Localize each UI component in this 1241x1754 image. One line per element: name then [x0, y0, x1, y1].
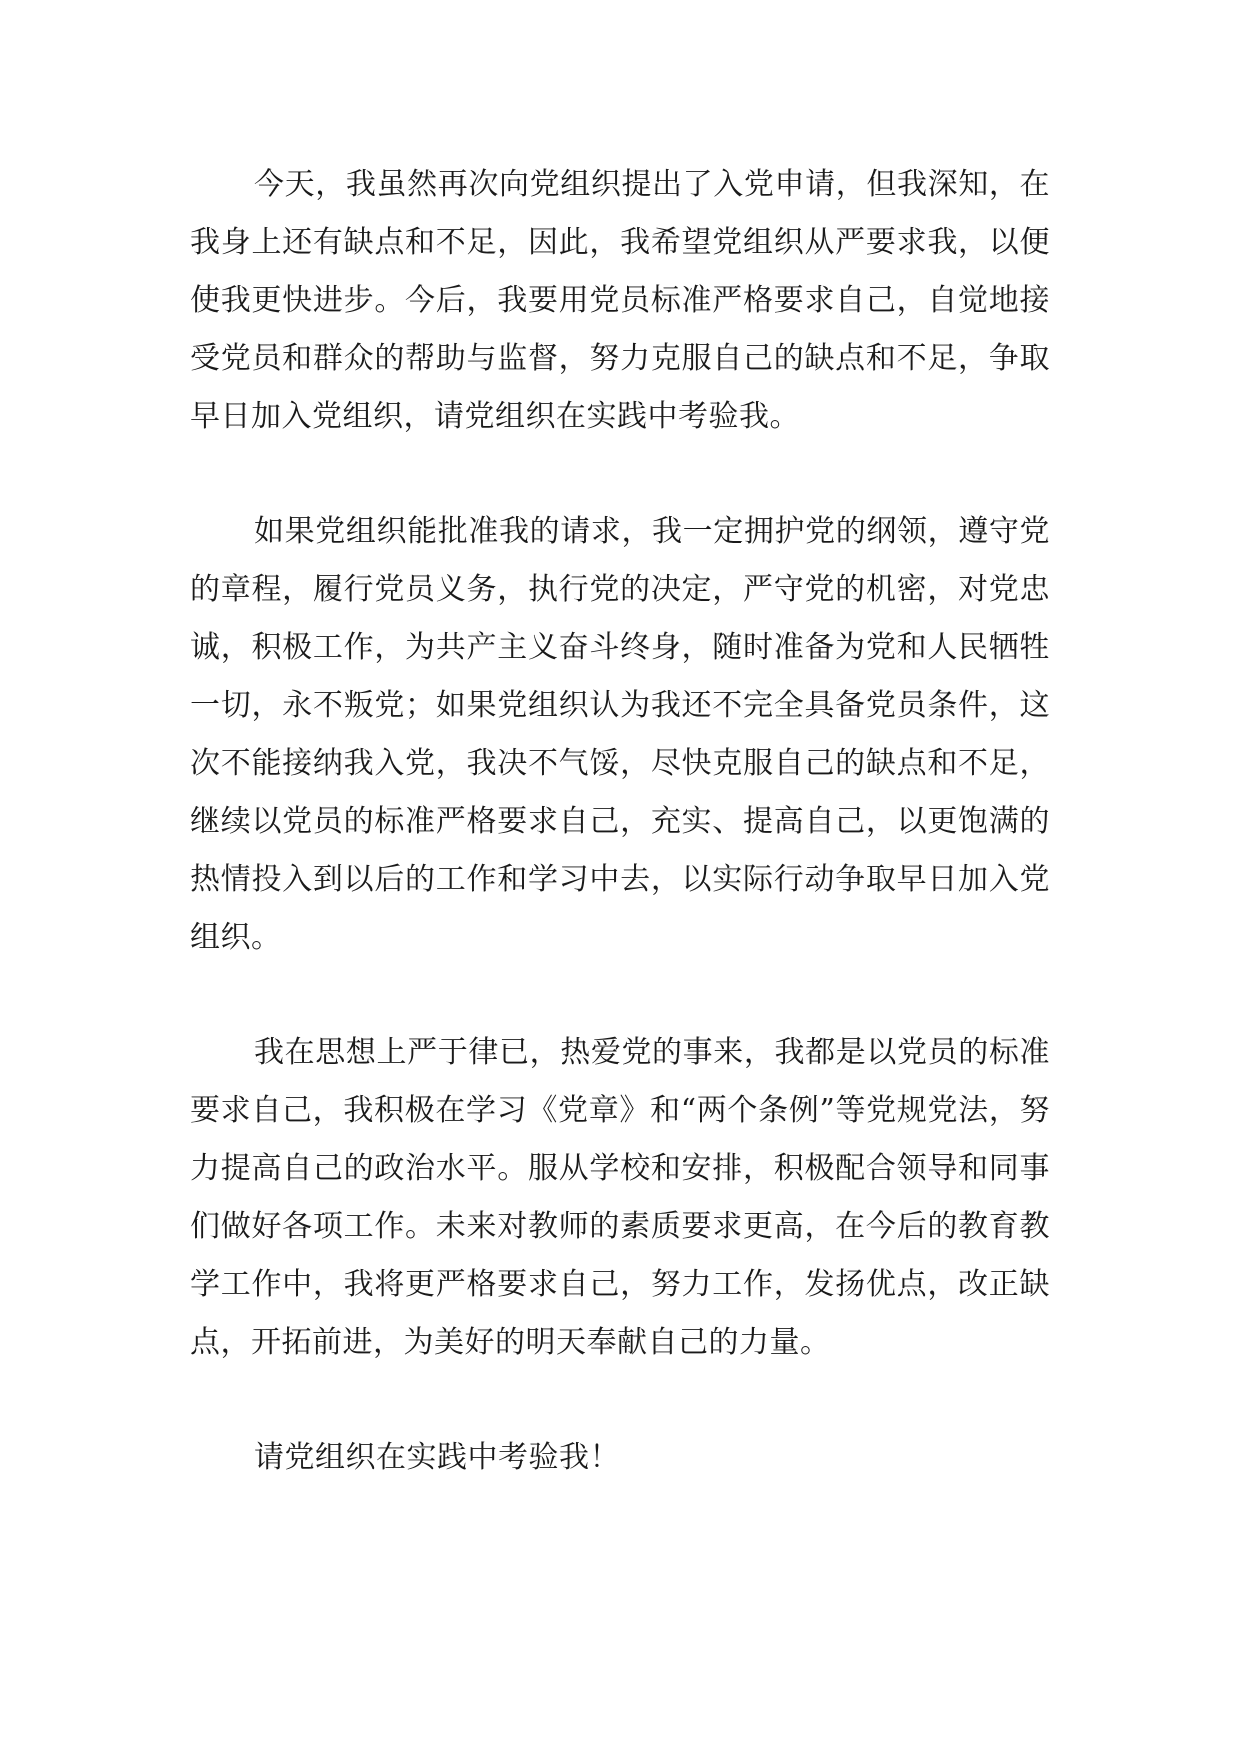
paragraph-2: 如果党组织能批准我的请求，我一定拥护党的纲领，遵守党的章程，履行党员义务，执行党的决定，严守党的机密，对党忠诚，积极工作，为共产主义奋斗终身，随时准备为党和人民牺牲一切，永不叛党；如果党组织认为我还不完全具备党员条件，这次不能接纳我入党，我决不气馁，尽快克服自己的缺点和不足，继续以党员的标准严格要求自己，充实、提高自己，以更饱满的热情投入到以后的工作和学习中去，以实际行动争取早日加入党组织。 — [190, 514, 1050, 955]
paragraph-1: 今天，我虽然再次向党组织提出了入党申请，但我深知，在我身上还有缺点和不足，因此，我希望党组织从严要求我，以便使我更快进步。今后，我要用党员标准严格要求自己，自觉地接受党员和群众的帮助与监督，努力克服自己的缺点和不足，争取早日加入党组织，请党组织在实践中考验我。 — [190, 167, 1050, 434]
paragraph-3: 我在思想上严于律已，热爱党的事来，我都是以党员的标准要求自己，我积极在学习《党章》和“两个条例”等党规党法，努力提高自己的政治水平。服从学校和安排，积极配合领导和同事们做好各项工作。未来对教师的素质要求更高，在今后的教育教学工作中，我将更严格要求自己，努力工作，发扬优点，改正缺点，开拓前进，为美好的明天奉献自己的力量。 — [190, 1035, 1050, 1360]
paragraph-closing: 请党组织在实践中考验我！ — [254, 1440, 620, 1475]
document-body — [190, 156, 1050, 1487]
